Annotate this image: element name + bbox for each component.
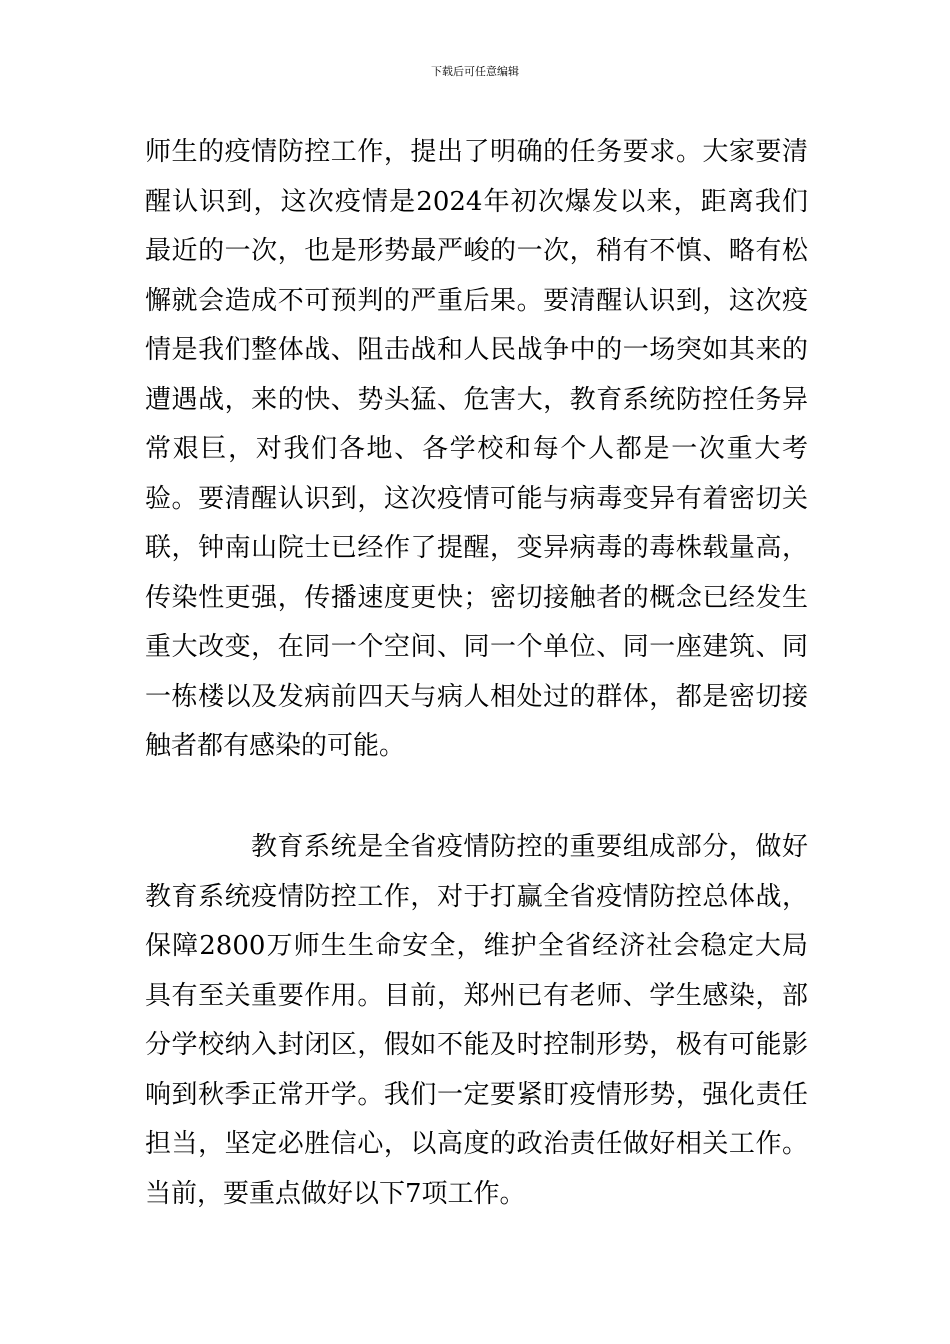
paragraph-2: 教育系统是全省疫情防控的重要组成部分，做好教育系统疫情防控工作，对于打赢全省疫情防控总体战，保障2800万师生生命安全，维护全省经济社会稳定大局具有至关重要作用。目前，郑州已有老师、学生感染，部分学校纳入封闭区，假如不能及时控制形势，极有可能影响到秋季正常开学。我们一定要紧盯疫情形势，强化责任担当，坚定必胜信心，以高度的政治责任做好相关工作。当前，要重点做好以下7项工作。 (145, 832, 808, 1209)
page-header: 下载后可任意编辑 (431, 65, 519, 78)
paragraph-1: 师生的疫情防控工作，提出了明确的任务要求。大家要清醒认识到，这次疫情是2024年初次爆发以来，距离我们最近的一次，也是形势最严峻的一次，稍有不慎、略有松懈就会造成不可预判的严重后果。要清醒认识到，这次疫情是我们整体战、阻击战和人民战争中的一场突如其来的遭遇战，来的快、势头猛、危害大，教育系统防控任务异常艰巨，对我们各地、各学校和每个人都是一次重大考验。要清醒认识到，这次疫情可能与病毒变异有着密切关联，钟南山院士已经作了提醒，变异病毒的毒株载量高，传染性更强，传播速度更快；密切接触者的概念已经发生重大改变，在同一个空间、同一个单位、同一座建筑、同一栋楼以及发病前四天与病人相处过的群体，都是密切接触者都有感染的可能。 (145, 137, 808, 761)
